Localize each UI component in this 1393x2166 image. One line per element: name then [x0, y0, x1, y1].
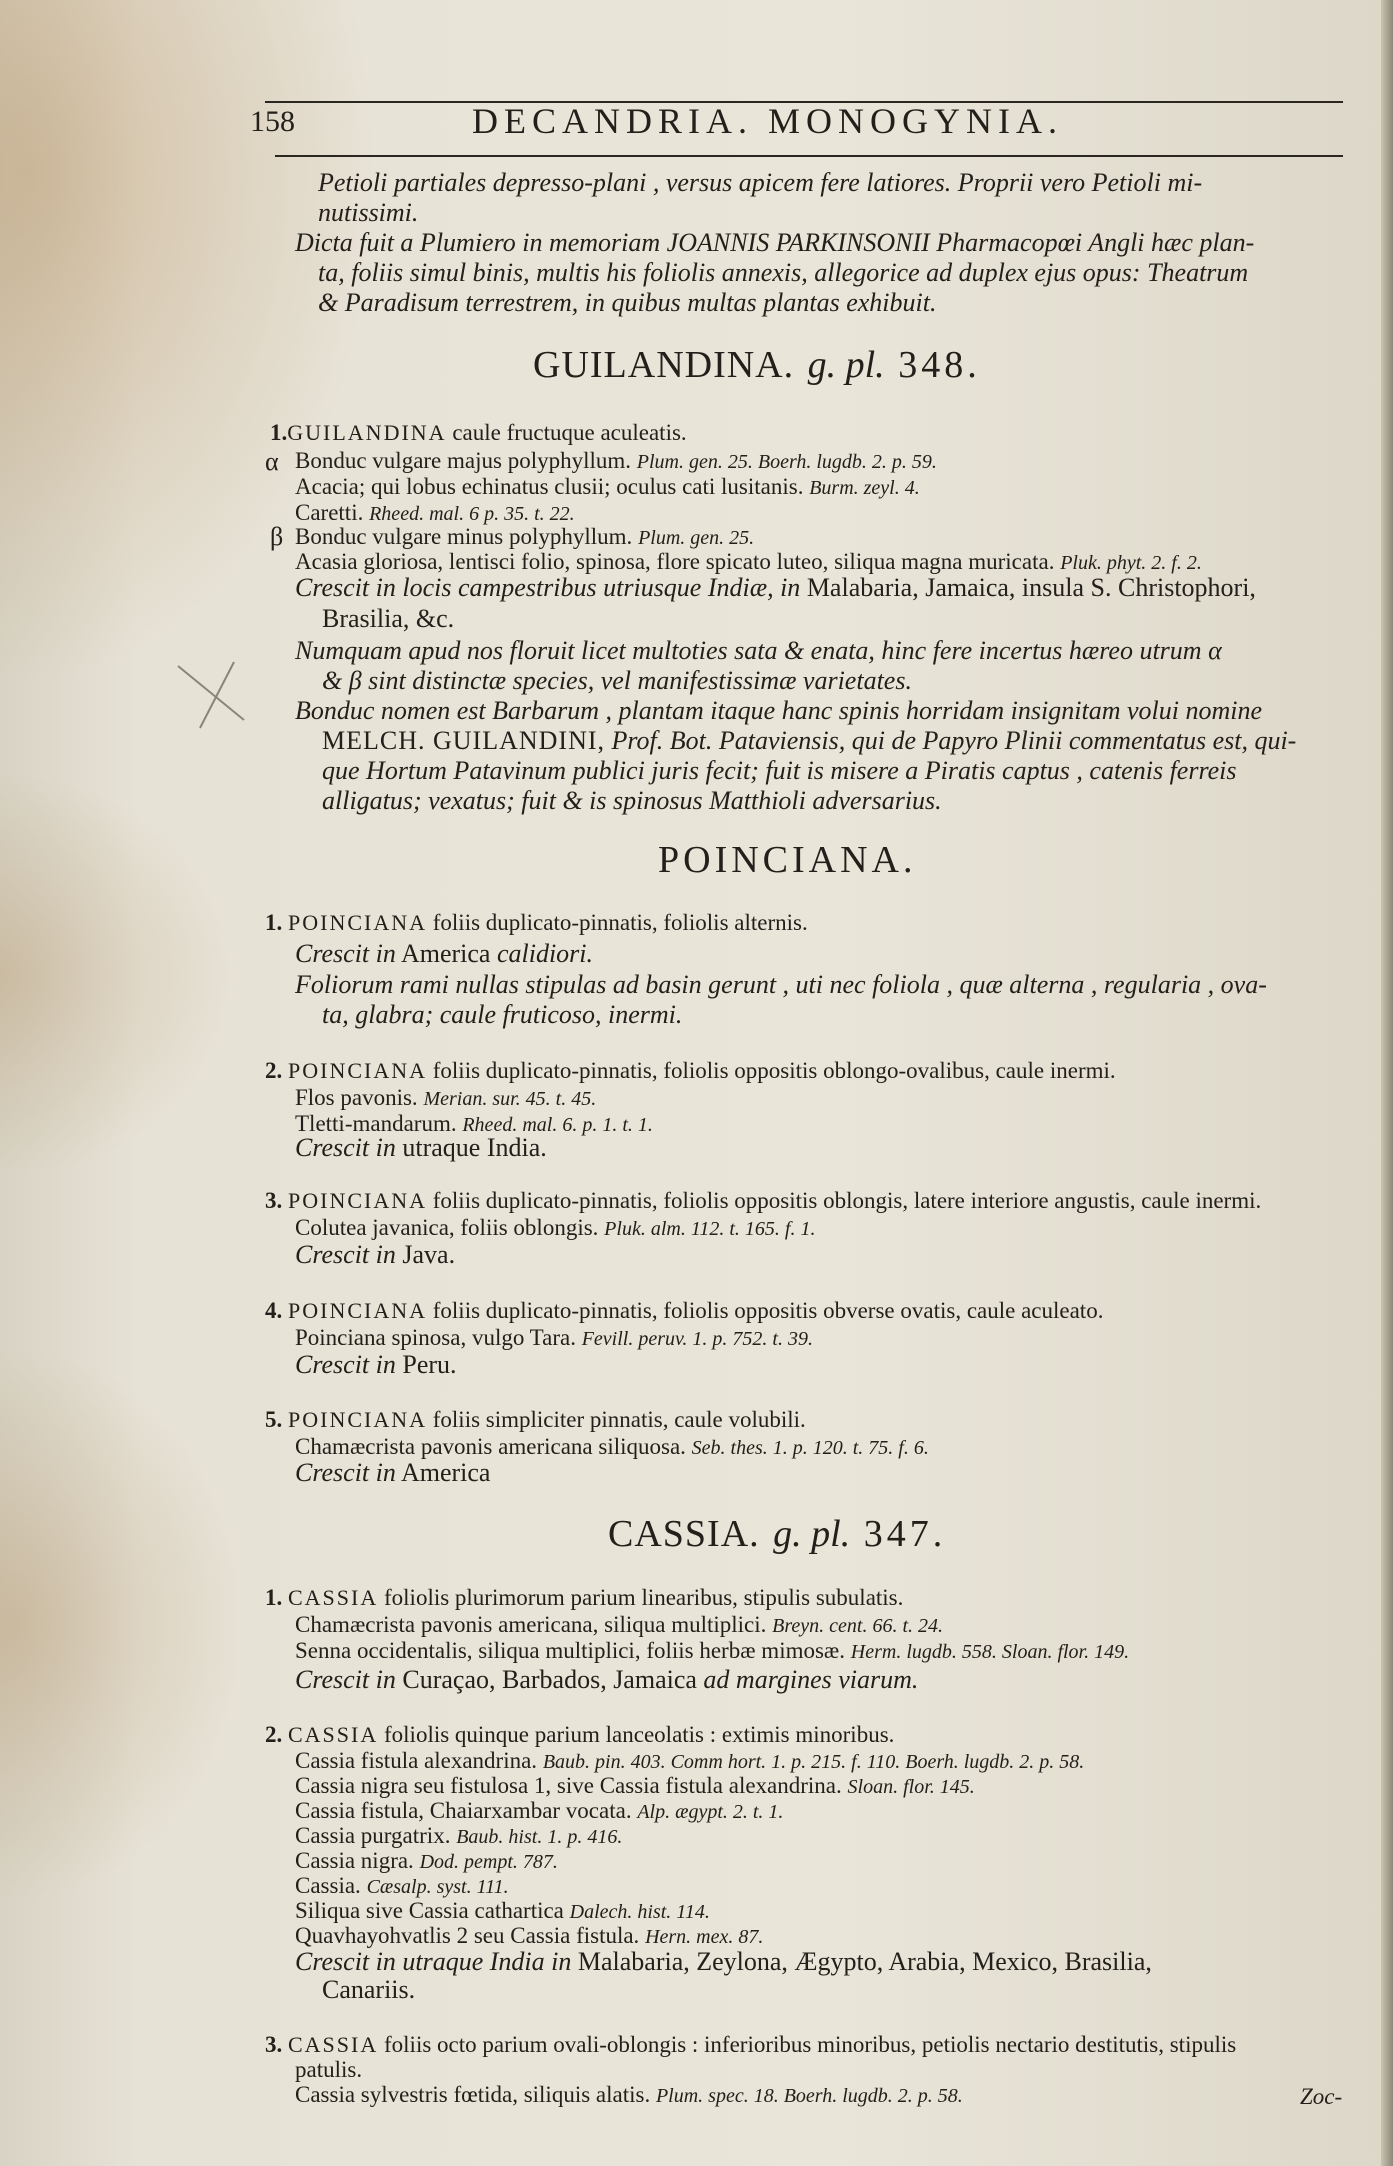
synonym-line: Chamæcrista pavonis americana siliquosa. Seb. thes. 1. p. 120. t. 75. f. 6.	[295, 1434, 929, 1459]
habitat-line: Crescit in America	[295, 1458, 491, 1487]
synonym-line: Cassia sylvestris fœtida, siliquis alatis. Plum. spec. 18. Boerh. lugdb. 2. p. 58.	[295, 2082, 963, 2107]
header-rule-bottom	[275, 155, 1343, 157]
species-entry: 2. POINCIANA foliis duplicato-pinnatis, foliolis oppositis oblongo-ovalibus, caule inermi.	[265, 1058, 1116, 1083]
habitat-line: Crescit in Java.	[295, 1240, 456, 1269]
habitat-line: Crescit in Peru.	[295, 1350, 457, 1379]
species-entry-continuation: patulis.	[295, 2057, 363, 2082]
synonym-line: Chamæcrista pavonis americana, siliqua multiplici. Breyn. cent. 66. t. 24.	[295, 1612, 944, 1637]
habitat-line: Crescit in utraque India.	[295, 1133, 547, 1162]
habitat-line: Brasilia, &c.	[322, 604, 455, 633]
pencil-mark	[172, 658, 252, 732]
running-title: DECANDRIA. MONOGYNIA.	[472, 101, 1063, 141]
genus-name: POINCIANA	[288, 1188, 427, 1213]
page-number: 158	[250, 105, 295, 138]
genus-name: POINCIANA	[288, 1407, 427, 1432]
section-heading-cassia	[608, 1512, 946, 1556]
catchword: Zoc-	[1300, 2084, 1343, 2109]
genus-name: POINCIANA	[288, 1058, 427, 1083]
synonym-line: Bonduc vulgare minus polyphyllum. Plum. gen. 25.	[295, 524, 755, 549]
synonym-line: Acacia; qui lobus echinatus clusii; oculus cati lusitanis. Burm. zeyl. 4.	[295, 474, 920, 499]
note-line: & β sint distinctæ species, vel manifestissimæ varietates.	[322, 666, 912, 695]
synonym-line: Colutea javanica, foliis oblongis. Pluk. alm. 112. t. 165. f. 1.	[295, 1215, 816, 1240]
note-line: alligatus; vexatus; fuit & is spinosus Matthioli adversarius.	[322, 786, 942, 815]
synonym-line: Cassia nigra seu fistulosa 1, sive Cassia fistula alexandrina. Sloan. flor. 145.	[295, 1773, 975, 1798]
variety-beta-mark: β	[270, 522, 284, 551]
heading-name: CASSIA.	[608, 1513, 760, 1555]
heading-number: 348.	[898, 344, 981, 386]
species-entry: 1.GUILANDINA caule fructuque aculeatis.	[270, 420, 687, 445]
habitat-line: Crescit in Curaçao, Barbados, Jamaica ad margines viarum.	[295, 1665, 919, 1694]
genus-name: CASSIA	[288, 1722, 379, 1747]
heading-number: 347.	[863, 1513, 947, 1555]
heading-name: GUILANDINA.	[533, 344, 795, 386]
intro-line-1: Petioli partiales depresso-plani , versus apicem fere latiores. Proprii vero Petioli mi-	[318, 168, 1203, 197]
note-line: Bonduc nomen est Barbarum , plantam itaque hanc spinis horridam insignitam volui nomine	[295, 696, 1263, 725]
habitat-line: Crescit in America calidiori.	[295, 939, 594, 968]
synonym-line: Cassia purgatrix. Baub. hist. 1. p. 416.	[295, 1823, 623, 1848]
page-edge	[1381, 0, 1393, 2166]
note-line: Foliorum rami nullas stipulas ad basin gerunt , uti nec foliola , quæ alterna , regularia , ova-	[295, 970, 1267, 999]
species-entry: 4. POINCIANA foliis duplicato-pinnatis, foliolis oppositis obverse ovatis, caule aculeato.	[265, 1298, 1104, 1323]
variety-alpha-mark: α	[265, 447, 279, 476]
heading-genera-ref: g. pl.	[807, 344, 885, 386]
synonym-line: Cassia. Cæsalp. syst. 111.	[295, 1873, 509, 1898]
genus-name: POINCIANA	[288, 1298, 427, 1323]
species-entry: 1. POINCIANA foliis duplicato-pinnatis, foliolis alternis.	[265, 910, 808, 935]
synonym-line: Cassia fistula alexandrina. Baub. pin. 403. Comm hort. 1. p. 215. f. 110. Boerh. lugdb. 2. p. 58.	[295, 1748, 1085, 1773]
synonym-line: Acasia gloriosa, lentisci folio, spinosa, flore spicato luteo, siliqua magna muricata. Pluk. phyt. 2. f. 2.	[295, 549, 1202, 574]
species-entry: 3. POINCIANA foliis duplicato-pinnatis, foliolis oppositis oblongis, latere interiore angustis, caule inermi.	[265, 1188, 1262, 1213]
genus-name: GUILANDINA	[287, 420, 447, 445]
genus-name: POINCIANA	[288, 910, 427, 935]
habitat-line: Crescit in utraque India in Malabaria, Zeylona, Ægypto, Arabia, Mexico, Brasilia,	[295, 1947, 1152, 1976]
synonym-line: Senna occidentalis, siliqua multiplici, foliis herbæ mimosæ. Herm. lugdb. 558. Sloan. flor. 149.	[295, 1638, 1130, 1663]
species-entry: 5. POINCIANA foliis simpliciter pinnatis, caule volubili.	[265, 1407, 806, 1432]
species-entry: 1. CASSIA foliolis plurimorum parium linearibus, stipulis subulatis.	[265, 1585, 904, 1610]
synonym-line: Poinciana spinosa, vulgo Tara. Fevill. peruv. 1. p. 752. t. 39.	[295, 1325, 813, 1350]
note-line: Numquam apud nos floruit licet multoties sata & enata, hinc fere incertus hæreo utrum α	[295, 636, 1222, 665]
genus-name: CASSIA	[288, 1585, 379, 1610]
note-line: MELCH. GUILANDINI, Prof. Bot. Pataviensis, qui de Papyro Plinii commentatus est, qui-	[322, 726, 1297, 755]
species-entry: 3. CASSIA foliis octo parium ovali-oblongis : inferioribus minoribus, petiolis nectario destitutis, stipulis	[265, 2032, 1237, 2057]
synonym-line: Flos pavonis. Merian. sur. 45. t. 45.	[295, 1085, 597, 1110]
species-entry: 2. CASSIA foliolis quinque parium lanceolatis : extimis minoribus.	[265, 1722, 895, 1747]
note-line: ta, glabra; caule fruticoso, inermi.	[322, 1000, 683, 1029]
heading-genera-ref: g. pl.	[773, 1513, 851, 1555]
intro-line-2: nutissimi.	[318, 198, 419, 227]
intro-line-3: Dicta fuit a Plumiero in memoriam JOANNIS PARKINSONII Pharmacopœi Angli hæc plan-	[295, 228, 1255, 257]
synonym-line: Caretti. Rheed. mal. 6 p. 35. t. 22.	[295, 500, 575, 525]
synonym-line: Cassia fistula, Chaiarxambar vocata. Alp. ægypt. 2. t. 1.	[295, 1798, 784, 1823]
intro-line-5: & Paradisum terrestrem, in quibus multas plantas exhibuit.	[318, 288, 937, 317]
synonym-line: Tletti-mandarum. Rheed. mal. 6. p. 1. t. 1.	[295, 1111, 653, 1136]
synonym-line: Cassia nigra. Dod. pempt. 787.	[295, 1848, 558, 1873]
genus-name: CASSIA	[288, 2032, 379, 2057]
synonym-line: Bonduc vulgare majus polyphyllum. Plum. gen. 25. Boerh. lugdb. 2. p. 59.	[295, 448, 937, 473]
synonym-line: Siliqua sive Cassia cathartica Dalech. hist. 114.	[295, 1898, 710, 1923]
synonym-line: Quavhayohvatlis 2 seu Cassia fistula. Hern. mex. 87.	[295, 1923, 764, 1948]
note-line: que Hortum Patavinum publici juris fecit; fuit is misere a Piratis captus , catenis ferreis	[322, 756, 1237, 785]
section-heading-poinciana: POINCIANA.	[658, 839, 917, 881]
section-heading-guilandina	[533, 343, 981, 387]
habitat-line: Canariis.	[322, 1975, 416, 2004]
intro-line-4: ta, foliis simul binis, multis his foliolis annexis, allegorice ad duplex ejus opus: Theatrum	[318, 258, 1249, 287]
habitat-line: Crescit in locis campestribus utriusque Indiæ, in Malabaria, Jamaica, insula S. Christophori,	[295, 573, 1256, 602]
